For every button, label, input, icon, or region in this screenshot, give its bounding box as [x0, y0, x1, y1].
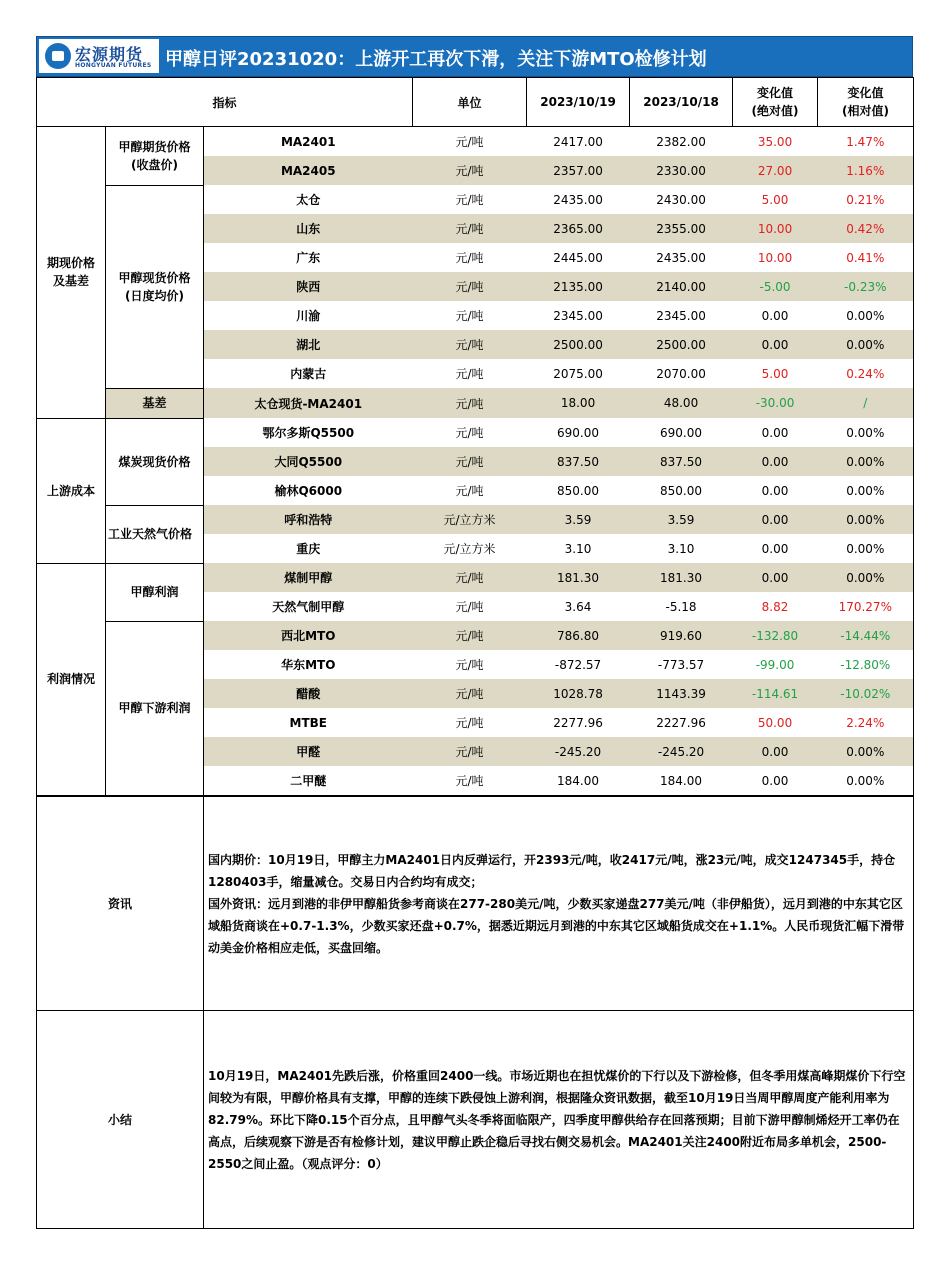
- summary-label: 小结: [37, 1011, 204, 1229]
- row-value-date-2: 48.00: [630, 388, 733, 418]
- row-indicator: 煤制甲醇: [204, 563, 413, 592]
- row-rel-change: -12.80%: [818, 650, 914, 679]
- row-unit: 元/吨: [455, 135, 484, 149]
- row-indicator: MA2401: [204, 127, 413, 157]
- row-value-date-1: 2445.00: [553, 250, 603, 265]
- row-indicator: 陕西: [204, 272, 413, 301]
- row-indicator: 内蒙古: [204, 359, 413, 388]
- row-value-date-1: 1028.78: [527, 679, 630, 708]
- row-abs-change: 35.00: [757, 134, 793, 149]
- row-unit: 元/吨: [455, 309, 484, 323]
- row-value-date-2: 3.10: [667, 541, 695, 556]
- row-abs-change: 27.00: [733, 156, 818, 185]
- row-rel-change: -14.44%: [818, 621, 914, 650]
- row-rel-change: 0.00%: [818, 766, 914, 796]
- row-rel-change: 0.00%: [818, 737, 914, 766]
- row-value-date-1: 184.00: [527, 766, 630, 796]
- row-value-date-1: 690.00: [557, 425, 600, 440]
- row-indicator: 川渝: [204, 301, 413, 330]
- group-label: 上游成本: [37, 418, 106, 563]
- summary-text: 10月19日，MA2401先跌后涨，价格重回2400一线。市场近期也在担忧煤价的下行以及下游检修，但冬季用煤高峰期煤价下行空间较为有限，甲醇价格具有支撑，甲醇的连续下跌侵蚀上游利润，根据隆众资讯数据，截至10月19日当周甲醇周度产能利用率为82.79%。环比下降0.15个百分点，且甲醇气头冬季将面临限产，四季度甲醇供给存在回落预期；目前下游甲醇制烯烃开工率仍在高点，后续观察下游是否有检修计划，建议甲醇止跌企稳后寻找右侧交易机会。MA2401关注2400附近布局多单机会，2500-2550之间止盈。（观点评分：0）: [204, 1011, 914, 1229]
- row-value-date-1: 2135.00: [527, 272, 630, 301]
- row-rel-change: 0.00%: [818, 534, 914, 563]
- row-abs-change: 10.00: [733, 214, 818, 243]
- row-indicator: 鄂尔多斯Q5500: [204, 418, 413, 447]
- row-value-date-2: 837.50: [630, 447, 733, 476]
- row-unit: 元/吨: [413, 447, 527, 476]
- row-value-date-2: 2345.00: [656, 308, 706, 323]
- row-abs-change: 0.00: [733, 766, 818, 796]
- row-value-date-1: 3.59: [527, 505, 630, 534]
- row-unit: 元/吨: [413, 214, 527, 243]
- group-label: 期现价格 及基差: [37, 127, 106, 419]
- table-row: [37, 505, 914, 534]
- row-abs-change: -132.80: [733, 621, 818, 650]
- row-unit: 元/吨: [455, 367, 484, 381]
- row-abs-change: 0.00: [761, 541, 789, 556]
- row-rel-change: 0.41%: [818, 243, 914, 272]
- row-unit: 元/吨: [413, 272, 527, 301]
- row-value-date-1: -245.20: [527, 737, 630, 766]
- row-rel-change: 170.27%: [818, 592, 914, 621]
- row-value-date-1: 2345.00: [553, 308, 603, 323]
- row-value-date-2: -245.20: [630, 737, 733, 766]
- logo-icon: [45, 43, 71, 69]
- row-value-date-1: 2075.00: [553, 366, 603, 381]
- table-row: [37, 127, 914, 157]
- row-indicator: 大同Q5500: [204, 447, 413, 476]
- row-value-date-2: 2070.00: [656, 366, 706, 381]
- row-rel-change: 1.47%: [818, 127, 914, 157]
- header-abs-change: 变化值 (绝对值): [733, 78, 818, 127]
- row-abs-change: -114.61: [733, 679, 818, 708]
- row-indicator: 太仓: [204, 185, 413, 214]
- row-abs-change: 0.00: [733, 505, 818, 534]
- row-value-date-2: 690.00: [660, 425, 703, 440]
- row-indicator: 榆林Q6000: [204, 476, 413, 505]
- row-abs-change: 0.00: [733, 447, 818, 476]
- row-unit: 元/吨: [413, 156, 527, 185]
- data-table: [36, 77, 914, 796]
- news-label: 资讯: [37, 797, 204, 1011]
- row-value-date-2: 181.30: [630, 563, 733, 592]
- row-indicator: 西北MTO: [204, 621, 413, 650]
- row-value-date-1: 837.50: [527, 447, 630, 476]
- row-indicator: 山东: [204, 214, 413, 243]
- row-rel-change: 0.00%: [818, 563, 914, 592]
- row-rel-change: 0.24%: [818, 359, 914, 388]
- header-unit: 单位: [413, 78, 527, 127]
- row-abs-change: 0.00: [761, 483, 789, 498]
- row-unit: 元/立方米: [443, 542, 496, 556]
- row-abs-change: 0.00: [733, 737, 818, 766]
- row-value-date-2: 850.00: [660, 483, 703, 498]
- row-rel-change: 1.16%: [818, 156, 914, 185]
- table-row: [37, 388, 914, 418]
- row-abs-change: 8.82: [761, 599, 789, 614]
- row-rel-change: 0.21%: [818, 185, 914, 214]
- row-rel-change: 0.00%: [818, 301, 914, 330]
- row-value-date-2: 919.60: [630, 621, 733, 650]
- row-rel-change: 0.42%: [818, 214, 914, 243]
- row-unit: 元/吨: [413, 737, 527, 766]
- page-title: 甲醇日评20231020：上游开工再次下滑，关注下游MTO检修计划: [165, 49, 707, 70]
- group-label: 利润情况: [37, 563, 106, 796]
- row-rel-change: 0.00%: [818, 330, 914, 359]
- row-unit: 元/吨: [413, 766, 527, 796]
- row-indicator: 二甲醚: [204, 766, 413, 796]
- row-unit: 元/吨: [413, 388, 527, 418]
- table-row: [37, 563, 914, 592]
- subgroup-label: 甲醇利润: [106, 563, 204, 621]
- row-indicator: 醋酸: [204, 679, 413, 708]
- subgroup-label: 甲醇期货价格 (收盘价): [106, 127, 204, 186]
- row-unit: 元/吨: [455, 251, 484, 265]
- row-rel-change: 0.00%: [818, 418, 914, 447]
- row-rel-change: -0.23%: [818, 272, 914, 301]
- row-abs-change: 50.00: [757, 715, 793, 730]
- row-abs-change: 0.00: [761, 425, 789, 440]
- row-indicator: 甲醛: [204, 737, 413, 766]
- table-row: [37, 185, 914, 214]
- news-text: 国内期价：10月19日，甲醇主力MA2401日内反弹运行，开2393元/吨，收2417元/吨，涨23元/吨，成交1247345手，持仓1280403手，缩量减仓。交易日内合约均有成交； 国外资讯：远月到港的非伊甲醇船货参考商谈在277-280美元/吨，少数买家递盘277美元/吨（非伊船货），远月到港的中东其它区域船货商谈在+0.7-1.3%，少数买家还盘+0.7%，据悉近期远月到港的中东其它区域船货成交在+1.1%。人民币现货汇幅下滑带动美金价格相应走低，买盘回缩。: [204, 797, 914, 1011]
- row-indicator: 湖北: [204, 330, 413, 359]
- row-indicator: 广东: [204, 243, 413, 272]
- subgroup-label: 煤炭现货价格: [106, 418, 204, 505]
- row-value-date-2: 2500.00: [630, 330, 733, 359]
- row-abs-change: -99.00: [755, 657, 795, 672]
- row-abs-change: 0.00: [761, 308, 789, 323]
- row-rel-change: 0.00%: [818, 447, 914, 476]
- row-unit: 元/吨: [455, 716, 484, 730]
- subgroup-label: 工业天然气价格: [106, 505, 204, 563]
- header-date-2: 2023/10/18: [630, 78, 733, 127]
- subgroup-label: 基差: [106, 388, 204, 418]
- row-indicator: 天然气制甲醇: [204, 592, 413, 621]
- row-indicator: 呼和浩特: [204, 505, 413, 534]
- header-date-1: 2023/10/19: [527, 78, 630, 127]
- row-value-date-1: 3.64: [564, 599, 592, 614]
- row-rel-change: -10.02%: [818, 679, 914, 708]
- row-value-date-2: 2140.00: [630, 272, 733, 301]
- row-value-date-2: 2227.96: [656, 715, 706, 730]
- company-logo: [39, 39, 159, 73]
- row-abs-change: 0.00: [733, 563, 818, 592]
- row-value-date-2: 184.00: [630, 766, 733, 796]
- row-unit: 元/立方米: [413, 505, 527, 534]
- row-indicator: 重庆: [204, 534, 413, 563]
- row-rel-change: 0.00%: [818, 505, 914, 534]
- row-indicator: MA2405: [204, 156, 413, 185]
- row-indicator: MTBE: [204, 708, 413, 737]
- row-value-date-1: 850.00: [557, 483, 600, 498]
- header-indicator: 指标: [37, 78, 413, 127]
- row-unit: 元/吨: [413, 330, 527, 359]
- row-abs-change: 5.00: [761, 366, 789, 381]
- subgroup-label: 甲醇现货价格 (日度均价): [106, 185, 204, 388]
- row-abs-change: -5.00: [733, 272, 818, 301]
- row-value-date-2: 2382.00: [656, 134, 706, 149]
- row-value-date-1: 181.30: [527, 563, 630, 592]
- row-value-date-1: 18.00: [527, 388, 630, 418]
- row-value-date-1: 2417.00: [553, 134, 603, 149]
- header-rel-change: 变化值 (相对值): [818, 78, 914, 127]
- row-value-date-2: 2355.00: [630, 214, 733, 243]
- subgroup-label: 甲醇下游利润: [106, 621, 204, 796]
- row-value-date-1: 786.80: [527, 621, 630, 650]
- row-unit: 元/吨: [455, 426, 484, 440]
- table-row: [37, 621, 914, 650]
- news-row: [37, 797, 914, 1011]
- row-value-date-2: 2330.00: [630, 156, 733, 185]
- table-row: [37, 418, 914, 447]
- table-header: [37, 78, 914, 127]
- logo-name-cn: 宏源期货: [75, 45, 144, 64]
- logo-name-en: HONGYUAN FUTURES: [75, 62, 152, 69]
- row-unit: 元/吨: [413, 621, 527, 650]
- row-unit: 元/吨: [455, 484, 484, 498]
- row-unit: 元/吨: [413, 679, 527, 708]
- report-sheet: [36, 36, 913, 1229]
- row-value-date-1: -872.57: [554, 657, 602, 672]
- row-unit: 元/吨: [455, 600, 484, 614]
- row-unit: 元/吨: [413, 563, 527, 592]
- commentary-table: [36, 796, 914, 1229]
- row-value-date-2: 3.59: [630, 505, 733, 534]
- row-value-date-2: 2430.00: [656, 192, 706, 207]
- row-abs-change: 10.00: [757, 250, 793, 265]
- row-value-date-1: 2357.00: [527, 156, 630, 185]
- row-value-date-2: 2435.00: [656, 250, 706, 265]
- row-indicator: 华东MTO: [204, 650, 413, 679]
- row-value-date-1: 2500.00: [527, 330, 630, 359]
- row-value-date-1: 2365.00: [527, 214, 630, 243]
- row-indicator: 太仓现货-MA2401: [204, 388, 413, 418]
- row-unit: 元/吨: [455, 193, 484, 207]
- summary-row: [37, 1011, 914, 1229]
- row-abs-change: 0.00: [733, 330, 818, 359]
- row-unit: 元/吨: [455, 658, 484, 672]
- row-value-date-2: -773.57: [657, 657, 705, 672]
- row-abs-change: 5.00: [761, 192, 789, 207]
- row-value-date-1: 3.10: [564, 541, 592, 556]
- row-rel-change: 2.24%: [818, 708, 914, 737]
- row-value-date-1: 2277.96: [553, 715, 603, 730]
- row-value-date-2: -5.18: [665, 599, 697, 614]
- row-rel-change: /: [818, 388, 914, 418]
- title-bar: [36, 36, 913, 77]
- row-value-date-1: 2435.00: [553, 192, 603, 207]
- row-value-date-2: 1143.39: [630, 679, 733, 708]
- row-rel-change: 0.00%: [818, 476, 914, 505]
- row-abs-change: -30.00: [733, 388, 818, 418]
